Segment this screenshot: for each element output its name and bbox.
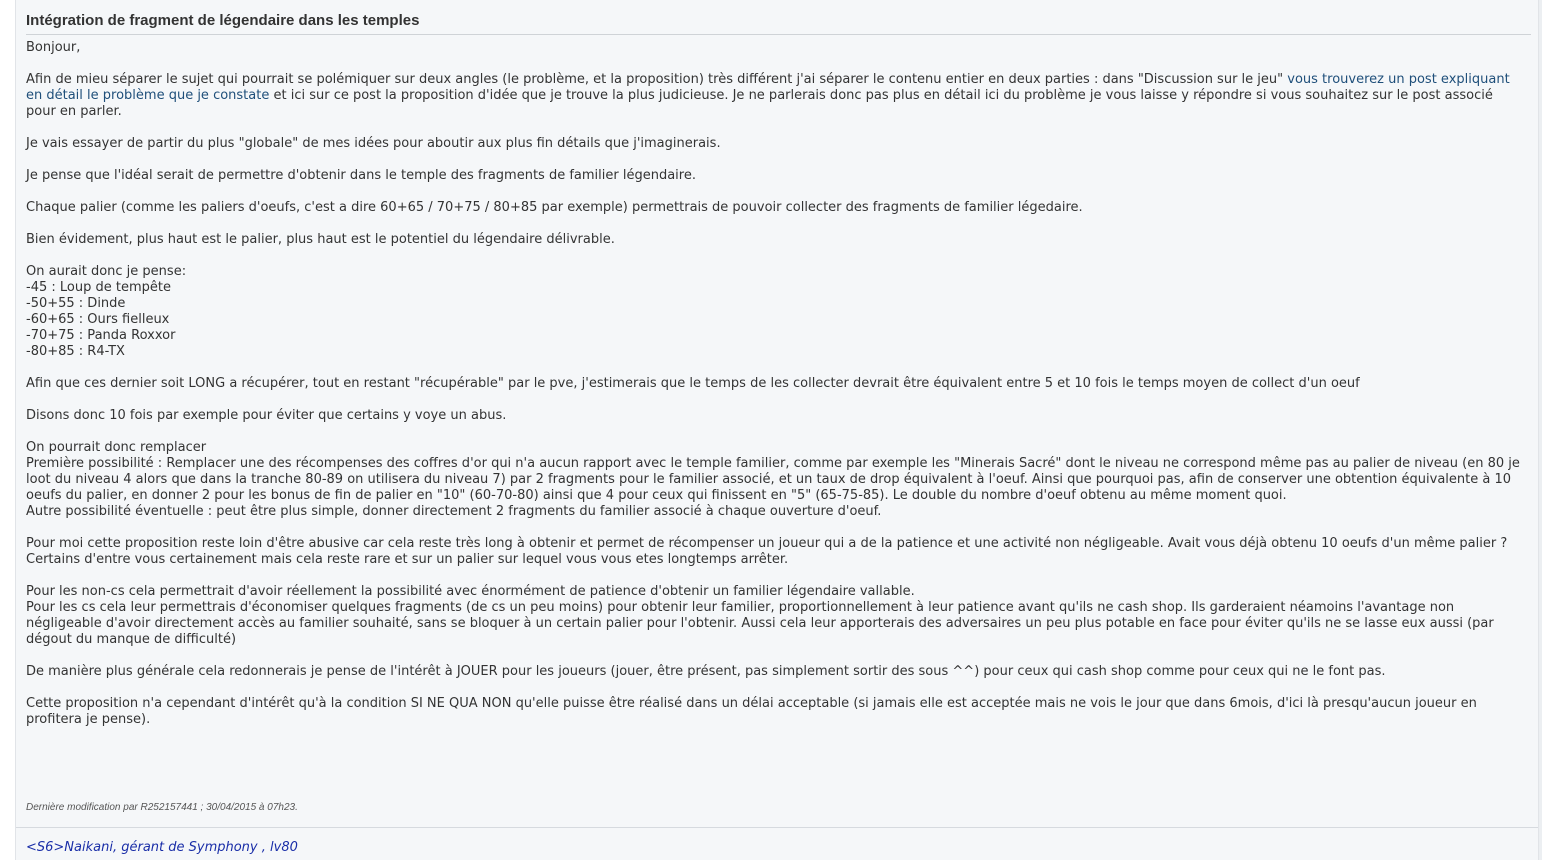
- user-signature: <S6>Naikani, gérant de Symphony , lv80: [26, 840, 298, 855]
- last-edit-note: Dernière modification par R252157441 ; 30/04/2015 à 07h23.: [26, 802, 298, 813]
- post-intro-text-1: Afin de mieu séparer le sujet qui pourrait se polémiquer sur deux angles (le problème, et la proposition) très différent j'ai séparer le contenu entier en deux parties : dans "Discussion sur le jeu": [26, 72, 1288, 87]
- post-paragraph-abusive: Pour moi cette proposition reste loin d'être abusive car cela reste très long à obtenir et permet de récompenser un joueur qui a de la patience et une activité non négligeable. Avait vous déjà obtenu 10 oeufs d'un même palier ? Certains d'entre vous certainement mais cela reste rare et sur un palier sur lequel vous vous etes longtemps arrêter.: [26, 536, 1508, 567]
- tier-list-item: -45 : Loup de tempête: [26, 280, 171, 295]
- post-paragraph-condition: Cette proposition n'a cependant d'intérêt qu'à la condition SI NE QUA NON qu'elle puisse être réalisé dans un délai acceptable (si jamais elle est acceptée mais ne vois le jour que dans 6mois, d'ici là presqu'aucun joueur en profitera je pense).: [26, 696, 1477, 727]
- replacement-other-option: Autre possibilité éventuelle : peut être plus simple, donner directement 2 fragments du familier associé à chaque ouverture d'oeuf.: [26, 504, 882, 519]
- tier-list-item: -80+85 : R4-TX: [26, 344, 125, 359]
- tier-list: [26, 264, 1521, 360]
- post-paragraph-evident: Bien évidement, plus haut est le palier, plus haut est le potentiel du légendaire délivrable.: [26, 232, 615, 247]
- forum-post: [15, 0, 1539, 860]
- post-paragraph-ideal: Je pense que l'idéal serait de permettre d'obtenir dans le temple des fragments de familier légendaire.: [26, 168, 696, 183]
- post-paragraph-long: Afin que ces dernier soit LONG a récupérer, tout en restant "récupérable" par le pve, j'estimerais que le temps de les collecter devrait être équivalent entre 5 et 10 fois le temps moyen de collect d'un oeuf: [26, 376, 1360, 391]
- post-paragraph-general: De manière plus générale cela redonnerais je pense de l'intérêt à JOUER pour les joueurs (jouer, être présent, pas simplement sortir des sous ^^) pour ceux qui cash shop comme pour ceux qui ne le font pas.: [26, 664, 1386, 679]
- post-paragraph-globale: Je vais essayer de partir du plus "globale" de mes idées pour aboutir aux plus fin détails que j'imaginerais.: [26, 136, 721, 151]
- post-intro: [26, 72, 1521, 120]
- cs-paragraph: Pour les cs cela leur permettrais d'économiser quelques fragments (de cs un peu moins) pour obtenir leur familier, proportionnellement à leur patience avant qu'ils ne cash shop. Ils garderaient néamoins l'avantage non négligeable d'avoir directement accès au familier souhaité, sans se bloquer à un certain palier pour l'obtenir. Aussi cela leur apporterais des adversaires un peu plus potable en face pour éviter qu'ils ne se lasse eux aussi (par dégout du manque de difficulté): [26, 600, 1494, 647]
- cs-section: [26, 584, 1521, 648]
- tier-list-intro: On aurait donc je pense:: [26, 264, 187, 279]
- post-body: [26, 40, 1521, 744]
- tier-list-item: -70+75 : Panda Roxxor: [26, 328, 176, 343]
- post-title: Intégration de fragment de légendaire dans les temples: [26, 12, 1531, 35]
- related-post-link[interactable]: vous trouverez un post expliquant en détail le problème que je constate: [26, 72, 1510, 103]
- post-greeting: Bonjour,: [26, 40, 81, 55]
- post-paragraph-palier: Chaque palier (comme les paliers d'oeufs, c'est a dire 60+65 / 70+75 / 80+85 par exemple) permettrais de pouvoir collecter des fragments de familier légedaire.: [26, 200, 1083, 215]
- post-paragraph-disons: Disons donc 10 fois par exemple pour éviter que certains y voye un abus.: [26, 408, 507, 423]
- post-intro-text-2: et ici sur ce post la proposition d'idée que je trouve la plus judicieuse. Je ne parlerais donc pas plus en détail ici du problème je vous laisse y répondre si vous souhaitez sur le post associé pour en parler.: [26, 88, 1493, 119]
- signature-divider: [16, 827, 1538, 828]
- replacement-first-option: Première possibilité : Remplacer une des récompenses des coffres d'or qui n'a aucun rapport avec le temple familier, comme par exemple les "Minerais Sacré" dont le niveau ne correspond même pas au palier de niveau (en 80 je loot du niveau 4 alors que dans la tranche 80-89 on utilisera du niveau 7) par 2 fragments pour le familier associé, et un taux de drop équivalent à l'oeuf. Ainsi que pourquoi pas, afin de conserver une obtention équivalente à 10 oeufs du palier, en donner 2 pour les bonus de fin de palier en "10" (60-70-80) ainsi que 4 pour ceux qui finissent en "5" (65-75-85). Le double du nombre d'oeuf obtenu au même moment quoi.: [26, 456, 1520, 503]
- tier-list-item: -50+55 : Dinde: [26, 296, 126, 311]
- tier-list-item: -60+65 : Ours fielleux: [26, 312, 170, 327]
- replacement-section: [26, 440, 1521, 520]
- replacement-intro: On pourrait donc remplacer: [26, 440, 207, 455]
- non-cs-paragraph: Pour les non-cs cela permettrait d'avoir réellement la possibilité avec énormément de patience d'obtenir un familier légendaire vallable.: [26, 584, 915, 599]
